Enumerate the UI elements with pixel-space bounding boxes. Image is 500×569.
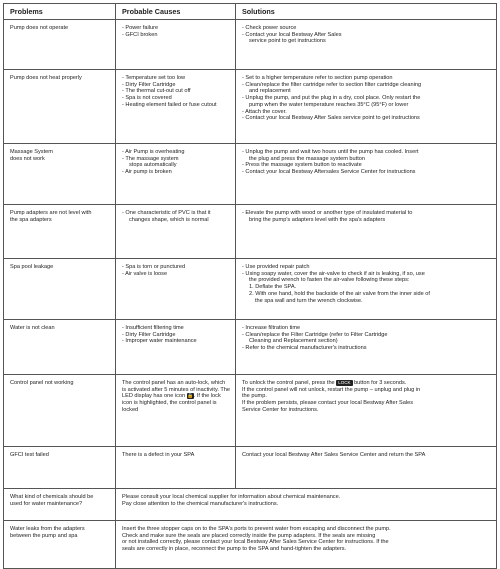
- problem-text: GFCI test failed: [10, 452, 49, 458]
- table-row: [4, 205, 497, 259]
- causes-cell: [116, 205, 236, 259]
- cause-item: - One characteristic of PVC is that it: [122, 210, 211, 216]
- solution-item: - Contact your local Bestway After Sales service point to get instructions: [242, 115, 420, 122]
- causes-cell: [116, 375, 236, 447]
- cause-item: - Temperature set too low: [122, 75, 186, 81]
- solutions-cell: [236, 205, 497, 259]
- causes-cell: [116, 447, 236, 489]
- table-row: [4, 70, 497, 144]
- table-row: [4, 375, 497, 447]
- solution-item: - Check power source: [242, 25, 297, 31]
- problem-text: Water is not clean: [10, 325, 55, 331]
- solution-item: Cleaning and Replacement section): [249, 338, 338, 345]
- problem-text: between the pump and spa: [10, 532, 78, 539]
- cause-item: - Insufficient filtering time: [122, 325, 184, 331]
- solution-item: - Using soapy water, cover the air-valve to check if air is leaking, if so, use: [242, 270, 425, 277]
- problem-cell: [4, 20, 116, 70]
- cause-item: - Heating element failed or fuse cutout: [122, 101, 217, 108]
- causes-cell: [116, 20, 236, 70]
- solution-item: - Contact your local Bestway After Sales: [242, 31, 342, 38]
- solution-item: Contact your local Bestway After Sales Service Center and return the SPA: [242, 452, 426, 458]
- solution-item: - Attach the cover.: [242, 108, 287, 115]
- solution-item: [242, 380, 491, 387]
- solution-item: - Contact your local Bestway Aftersales Service Center for instructions: [242, 169, 416, 176]
- header-problems: Problems: [4, 4, 116, 20]
- cause-item: - GFCI broken: [122, 31, 158, 38]
- problem-text: What kind of chemicals should be: [10, 494, 94, 500]
- problem-cell: [4, 489, 116, 521]
- cause-item: There is a defect in your SPA: [122, 452, 195, 458]
- solutions-cell: [236, 259, 497, 320]
- cause-item: - Power failure: [122, 25, 159, 31]
- solution-text: button for 3 seconds.: [354, 380, 407, 386]
- solution-item: 1. Deflate the SPA.: [249, 284, 297, 291]
- solution-text: To unlock the control panel, press the: [242, 380, 335, 386]
- problem-text: Pump adapters are not level with: [10, 210, 92, 216]
- table-row: [4, 259, 497, 320]
- solution-item: - Clean/replace the Filter Cartridge (refer to Filter Cartridge: [242, 331, 388, 338]
- solution-item: - Elevate the pump with wood or another type of insulated material to: [242, 210, 413, 216]
- header-causes: Probable Causes: [116, 4, 236, 20]
- cause-item: - The thermal cut-out cut off: [122, 88, 191, 95]
- cause-item: stops automatically: [129, 162, 177, 169]
- solution-item: pump when the water temperature reaches 35°C (95°F) or lower: [249, 101, 409, 108]
- solution-item: - Use provided repair patch: [242, 264, 310, 270]
- answer-line: Pay close attention to the chemical manufacturer's instructions.: [122, 500, 279, 507]
- problem-text: Spa pool leakage: [10, 264, 54, 270]
- solution-item: service point to get instructions: [249, 38, 326, 45]
- problem-text: Control panel not working: [10, 380, 74, 386]
- cause-item: changes shape, which is normal: [129, 216, 209, 223]
- answer-line: seals are correctly in place, reconnect the pump to the SPA and hand-tighten the adapters.: [122, 546, 347, 553]
- cause-item: - Spa is not covered: [122, 95, 172, 102]
- solution-item: - Unplug the pump, and put the plug in a dry, cool place. Only restart the: [242, 95, 421, 102]
- lock-icon: 🔒: [187, 393, 194, 400]
- table-row: [4, 320, 497, 375]
- solutions-cell: [236, 144, 497, 205]
- table-row: [4, 489, 497, 521]
- cause-item: - The massage system: [122, 155, 179, 162]
- solution-item: bring the pump's adapters level with the spa's adapters: [249, 216, 386, 223]
- problem-cell: [4, 205, 116, 259]
- solution-item: - Set to a higher temperature refer to section pump operation: [242, 75, 393, 81]
- problem-cell: [4, 447, 116, 489]
- problem-text: Massage System: [10, 149, 53, 155]
- cause-item: - Spa is torn or punctured: [122, 264, 186, 270]
- table-row: [4, 521, 497, 569]
- solutions-cell: [236, 447, 497, 489]
- table-row: [4, 20, 497, 70]
- solution-item: Service Center for instructions.: [242, 406, 319, 413]
- solution-item: the spa wall and turn the wrench clockwise.: [255, 297, 363, 304]
- cause-text: The control panel has an auto-lock, which is activated after 5 minutes of inactivity. The LED display has one icon: [122, 380, 230, 400]
- answer-line: Insert the three stopper caps on to the SPA's ports to prevent water from escaping and disconnect the pump.: [122, 526, 391, 532]
- problem-text: Water leaks from the adapters: [10, 526, 85, 532]
- problem-cell: [4, 320, 116, 375]
- problem-text: used for water maintenance?: [10, 500, 83, 507]
- problem-cell: [4, 259, 116, 320]
- solution-item: the pump.: [242, 393, 267, 400]
- cause-item: - Air Pump is overheating: [122, 149, 185, 155]
- cause-text: . If the lock icon is highlighted, the control panel is locked: [122, 393, 221, 413]
- answer-line: Please consult your local chemical supplier for information about chemical maintenance.: [122, 494, 341, 500]
- solution-item: 2. With one hand, hold the backside of the air valve from the inner side of: [249, 290, 430, 297]
- problem-cell: [4, 70, 116, 144]
- solutions-cell: [236, 20, 497, 70]
- cause-item: - Air pump is broken: [122, 169, 172, 176]
- solution-item: - Press the massage system button to reactivate: [242, 162, 362, 169]
- cause-item: - Dirty Filter Cartridge: [122, 81, 176, 88]
- problem-cell: [4, 144, 116, 205]
- solutions-cell: [236, 375, 497, 447]
- problem-text: Pump does not operate: [10, 25, 69, 31]
- problem-text: does not work: [10, 155, 45, 162]
- causes-cell: [116, 259, 236, 320]
- cause-item: - Dirty Filter Cartridge: [122, 331, 176, 338]
- cause-item: - Improper water maintenance: [122, 338, 197, 345]
- solution-item: If the control panel will not unlock, restart the pump – unplug and plug in: [242, 386, 421, 393]
- header-solutions: Solutions: [236, 4, 497, 20]
- solution-item: the plug and press the massage system button: [249, 155, 365, 162]
- problem-cell: [4, 375, 116, 447]
- problem-text: the spa adapters: [10, 216, 52, 223]
- answer-line: Check and make sure the seals are placed correctly inside the pump adapters. If the seals are missing: [122, 532, 376, 539]
- header-row: [4, 4, 497, 20]
- problem-cell: [4, 521, 116, 569]
- solution-item: If the problem persists, please contact your local Bestway After Sales: [242, 400, 414, 407]
- merged-answer-cell: [116, 489, 497, 521]
- lock-key-icon: LOCK: [338, 380, 351, 385]
- solution-item: - Refer to the chemical manufacturer's instructions: [242, 345, 367, 352]
- solution-item: - Clean/replace the filter cartridge refer to section filter cartridge cleaning: [242, 81, 422, 88]
- causes-cell: [116, 144, 236, 205]
- causes-cell: [116, 320, 236, 375]
- table-row: [4, 144, 497, 205]
- cause-item: - Air valve is loose: [122, 270, 168, 277]
- answer-line: or not installed correctly, please contact your local Bestway After Sales Service Center for instructions. If the: [122, 539, 389, 546]
- problem-text: Pump does not heat properly: [10, 75, 82, 81]
- solutions-cell: [236, 320, 497, 375]
- solution-item: - Unplug the pump and wait two hours until the pump has cooled. Insert: [242, 149, 419, 155]
- causes-cell: [116, 70, 236, 144]
- merged-answer-cell: [116, 521, 497, 569]
- table-row: [4, 447, 497, 489]
- solution-item: and replacement: [249, 88, 291, 95]
- troubleshooting-table: [3, 3, 497, 569]
- solution-item: - Increase filtration time: [242, 325, 301, 331]
- solution-item: the provided wrench to fasten the air-valve following these steps:: [249, 277, 410, 284]
- solutions-cell: [236, 70, 497, 144]
